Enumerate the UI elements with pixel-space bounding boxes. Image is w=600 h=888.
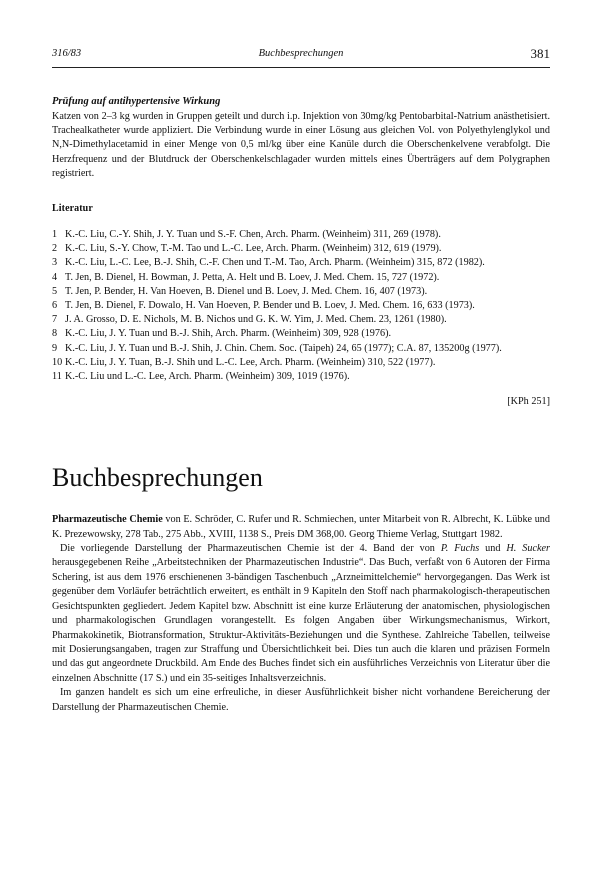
review-citation-paragraph [52,513,550,542]
reference-text: K.-C. Liu, S.-Y. Chow, T.-M. Tao und L.-C. Lee, Arch. Pharm. (Weinheim) 312, 619 (1979). [65,243,442,255]
review-text: herausgegebenen Reihe „Arbeitstechniken der Pharmazeutischen Industrie“. Das Buch, verfaßt von 6 Autoren der Firma Schering, ist aus dem 1976 erschienenen 3-bändigen Taschenbuch „Arzneimittelchemie“ hervorgegangen. Das Werk ist gegenüber dem Vorläufer beträchtlich erweitert, es enthält in 9 Kapiteln den Stoff nach pharmakologisch-therapeutischen Gesichtspunkten gegliedert. Jedem Kapitel bzw. Abschnitt ist eine kurze Erläuterung der anatomischen, physiologischen und pharmakologischen Grundlagen vorangestellt. Es folgen Angaben über Wirkungsmechanismus, Wirkort, Pharmakokinetik, Biotransformation, Struktur-Aktivitäts-Beziehungen und die Synthese. Zahlreiche Tabellen, teilweise mit Dosierungsangaben, tragen zur Straffung und Übersichtlichkeit bei. Dies tun auch die klaren und präzisen Formeln und das gut angeordnete Druckbild. Am Ende des Buches findet sich ein ausführliches Verzeichnis von Literatur über die einzelnen Abschnitte (17 S.) und ein 35-seitiges Inhaltsverzeichnis. [52,557,550,684]
reference-item [52,228,550,242]
reference-item [52,327,550,341]
book-citation: von E. Schröder, C. Rufer und R. Schmiechen, unter Mitarbeit von R. Albrecht, K. Lübke und K. Prezewowsky, 278 Tab., 275 Abb., XVIII, 1138 S., Preis DM 368,00. Georg Thieme Verlag, Stuttgart 1982. [52,514,550,540]
reference-item [52,242,550,256]
review-body-paragraph [52,542,550,686]
running-title: Buchbesprechungen [258,48,344,59]
book-review [52,513,550,715]
reference-text: K.-C. Liu und L.-C. Lee, Arch. Pharm. (Weinheim) 309, 1019 (1976). [65,371,350,383]
section-title: Prüfung auf antihypertensive Wirkung [52,96,221,107]
editor-name: P. Fuchs [440,543,480,555]
reference-item [52,313,550,327]
section-paragraph: Katzen von 2–3 kg wurden in Gruppen geteilt und durch i.p. Injektion von 30mg/kg Pentobarbital-Natrium anästhetisiert. Trachealkatheter wurde appliziert. Die Verbindung wurde in einer Lösung aus gleichen Vol. von Polyethylenglykol und N,N-Dimethylacetamid in einer Menge von 0,5 ml/kg über eine Kanüle durch die Oberschenkelvene verabfolgt. Die Herzfrequenz und der Blutdruck der Oberschenkelschlagader wurden mittels eines Überträgers auf dem Polygraphen registriert. [52,111,550,179]
page-number: 381 [530,46,550,61]
reference-item [52,299,550,313]
reference-text: K.-C. Liu, J. Y. Tuan, B.-J. Shih und L.-C. Lee, Arch. Pharm. (Weinheim) 310, 522 (1977). [65,356,436,368]
reference-number: 10 [52,356,63,368]
reference-number: 4 [52,271,58,283]
reference-text: K.-C. Liu, L.-C. Lee, B.-J. Shih, C.-F. Chen und T.-M. Tao, Arch. Pharm. (Weinheim) 315, 872 (1982). [65,257,485,269]
literature-heading: Literatur [52,203,93,215]
reference-item [52,342,550,356]
journal-issue: 316/83 [52,48,82,59]
running-header [52,48,550,64]
reference-text: K.-C. Liu, J. Y. Tuan und B.-J. Shih, Arch. Pharm. (Weinheim) 309, 928 (1976). [65,328,392,340]
book-title: Pharmazeutische Chemie [52,514,163,526]
reference-number: 2 [52,243,58,255]
reference-number: 3 [52,257,58,269]
reference-number: 8 [52,328,58,340]
review-text: Die vorliegende Darstellung der Pharmazeutischen Chemie ist der 4. Band der von [60,543,441,555]
journal-page [52,48,550,715]
editor-name: H. Sucker [506,543,551,555]
author-signature: [KPh 251] [507,396,550,408]
book-reviews-heading: Buchbesprechungen [52,463,263,493]
reference-text: K.-C. Liu, C.-Y. Shih, J. Y. Tuan und S.-F. Chen, Arch. Pharm. (Weinheim) 311, 269 (1978). [65,229,441,241]
reference-number: 9 [52,342,58,354]
reference-text: T. Jen, P. Bender, H. Van Hoeven, B. Dienel und B. Loev, J. Med. Chem. 16, 407 (1973). [65,285,428,297]
review-text: und [479,543,507,555]
reference-item [52,356,550,370]
reference-text: J. A. Grosso, D. E. Nichols, M. B. Nichos und G. K. W. Yim, J. Med. Chem. 23, 1261 (1980). [65,314,447,326]
reference-number: 6 [52,300,58,312]
reference-item [52,285,550,299]
reference-text: T. Jen, B. Dienel, F. Dowalo, H. Van Hoeven, P. Bender und B. Loev, J. Med. Chem. 16, 633 (1973). [65,300,475,312]
reference-text: T. Jen, B. Dienel, H. Bowman, J. Petta, A. Helt und B. Loev, J. Med. Chem. 15, 727 (1972). [65,271,440,283]
reference-item [52,271,550,285]
reference-number: 7 [52,314,58,326]
reference-list [52,228,550,384]
reference-item [52,370,550,384]
review-conclusion-paragraph: Im ganzen handelt es sich um eine erfreuliche, in dieser Ausführlichkeit bisher nicht vorhandene Bereicherung der Darstellung der Pharmazeutischen Chemie. [52,687,550,713]
reference-number: 1 [52,229,58,241]
reference-number: 5 [52,285,58,297]
reference-number: 11 [52,371,62,383]
header-rule [52,67,550,68]
reference-text: K.-C. Liu, J. Y. Tuan und B.-J. Shih, J. Chin. Chem. Soc. (Taipeh) 24, 65 (1977); C.A. 87, 135200g (1977). [65,342,502,354]
reference-item [52,256,550,270]
